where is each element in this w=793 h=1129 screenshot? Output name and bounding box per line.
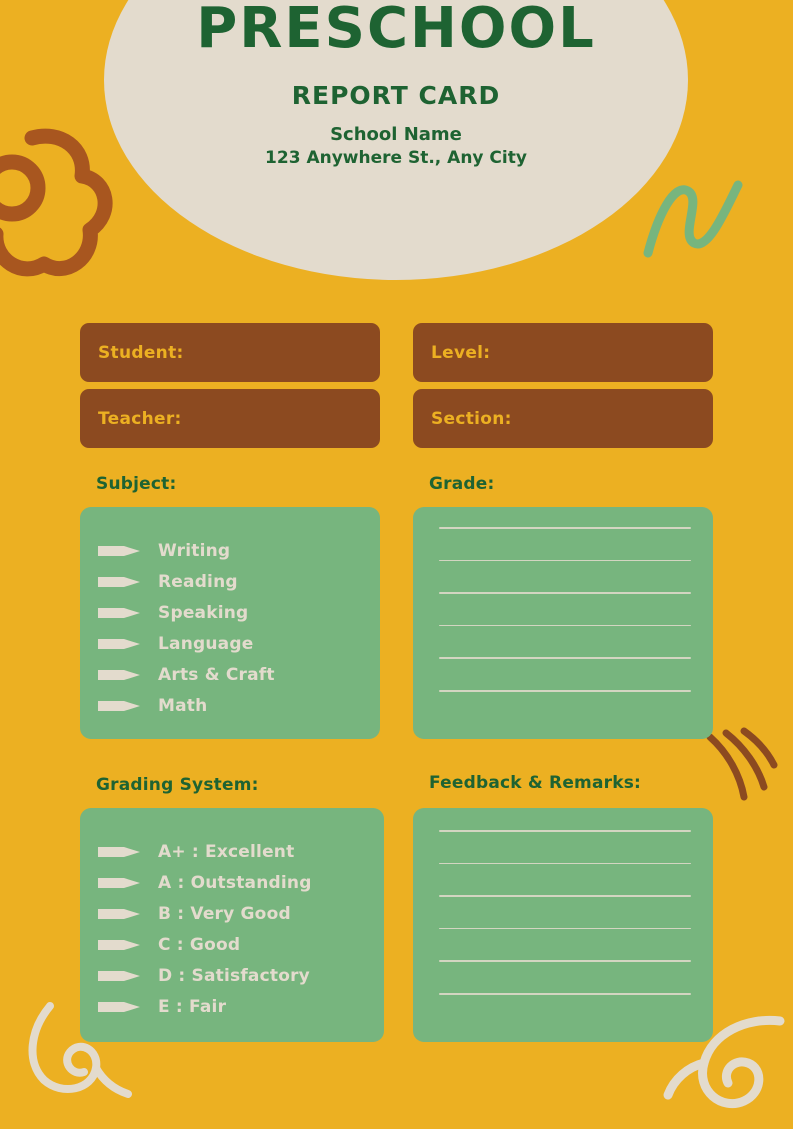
grade-lines bbox=[413, 507, 713, 692]
feedback-line[interactable] bbox=[439, 960, 691, 962]
arrow-icon bbox=[98, 968, 140, 984]
lines-burst-icon bbox=[700, 725, 780, 809]
field-row-1 bbox=[80, 323, 713, 382]
field-row-2 bbox=[80, 389, 713, 448]
list-item bbox=[98, 597, 380, 628]
feedback-panel bbox=[413, 808, 713, 1042]
arrow-icon bbox=[98, 636, 140, 652]
grade-line[interactable] bbox=[439, 690, 691, 692]
grade-panel bbox=[413, 507, 713, 739]
feedback-section-label: Feedback & Remarks: bbox=[429, 773, 642, 793]
grading-item-label: A : Outstanding bbox=[158, 872, 312, 893]
subject-item-label: Arts & Craft bbox=[158, 664, 275, 685]
grading-system-panel bbox=[80, 808, 384, 1042]
page-title: PRESCHOOL bbox=[196, 0, 596, 61]
list-item bbox=[98, 659, 380, 690]
feedback-line[interactable] bbox=[439, 863, 691, 865]
level-field[interactable] bbox=[413, 323, 713, 382]
grading-item-label: E : Fair bbox=[158, 996, 227, 1017]
page-subtitle: REPORT CARD bbox=[291, 80, 501, 110]
arrow-icon bbox=[98, 875, 140, 891]
arrow-icon bbox=[98, 844, 140, 860]
arrow-icon bbox=[98, 574, 140, 590]
list-item bbox=[98, 836, 384, 867]
arrow-icon bbox=[98, 999, 140, 1015]
subject-item-label: Language bbox=[158, 633, 254, 654]
list-item bbox=[98, 898, 384, 929]
feedback-line[interactable] bbox=[439, 895, 691, 897]
school-name: School Name bbox=[330, 123, 462, 145]
list-item bbox=[98, 628, 380, 659]
subject-section-label: Subject: bbox=[96, 474, 177, 494]
header-content bbox=[104, 0, 688, 171]
subject-panel bbox=[80, 507, 380, 739]
grade-line[interactable] bbox=[439, 625, 691, 627]
grade-line[interactable] bbox=[439, 592, 691, 594]
arrow-icon bbox=[98, 906, 140, 922]
list-item bbox=[98, 867, 384, 898]
teacher-label: Teacher: bbox=[98, 408, 182, 429]
student-field[interactable] bbox=[80, 323, 380, 382]
feedback-line[interactable] bbox=[439, 928, 691, 930]
squiggle-icon bbox=[640, 175, 755, 269]
feedback-lines bbox=[413, 808, 713, 995]
subject-item-label: Speaking bbox=[158, 602, 249, 623]
subject-list bbox=[80, 507, 380, 721]
grading-item-label: C : Good bbox=[158, 934, 241, 955]
grade-section-label: Grade: bbox=[429, 474, 495, 494]
arrow-icon bbox=[98, 543, 140, 559]
school-address: 123 Anywhere St., Any City bbox=[265, 147, 527, 168]
header-arch bbox=[104, 0, 688, 280]
list-item bbox=[98, 690, 380, 721]
list-item bbox=[98, 929, 384, 960]
feedback-line[interactable] bbox=[439, 993, 691, 995]
subject-item-label: Reading bbox=[158, 571, 238, 592]
arrow-icon bbox=[98, 698, 140, 714]
list-item bbox=[98, 566, 380, 597]
level-label: Level: bbox=[431, 342, 491, 363]
subject-item-label: Math bbox=[158, 695, 208, 716]
grading-item-label: B : Very Good bbox=[158, 903, 291, 924]
grade-line[interactable] bbox=[439, 657, 691, 659]
student-label: Student: bbox=[98, 342, 184, 363]
arrow-icon bbox=[98, 667, 140, 683]
grade-line[interactable] bbox=[439, 527, 691, 529]
feedback-line[interactable] bbox=[439, 830, 691, 832]
arrow-icon bbox=[98, 605, 140, 621]
list-item bbox=[98, 960, 384, 991]
arrow-icon bbox=[98, 937, 140, 953]
grading-item-label: A+ : Excellent bbox=[158, 841, 295, 862]
section-label: Section: bbox=[431, 408, 512, 429]
list-item bbox=[98, 535, 380, 566]
grading-system-list bbox=[80, 808, 384, 1022]
teacher-field[interactable] bbox=[80, 389, 380, 448]
grade-line[interactable] bbox=[439, 560, 691, 562]
list-item bbox=[98, 991, 384, 1022]
subject-item-label: Writing bbox=[158, 540, 231, 561]
grading-item-label: D : Satisfactory bbox=[158, 965, 310, 986]
grading-section-label: Grading System: bbox=[96, 775, 259, 795]
section-field[interactable] bbox=[413, 389, 713, 448]
